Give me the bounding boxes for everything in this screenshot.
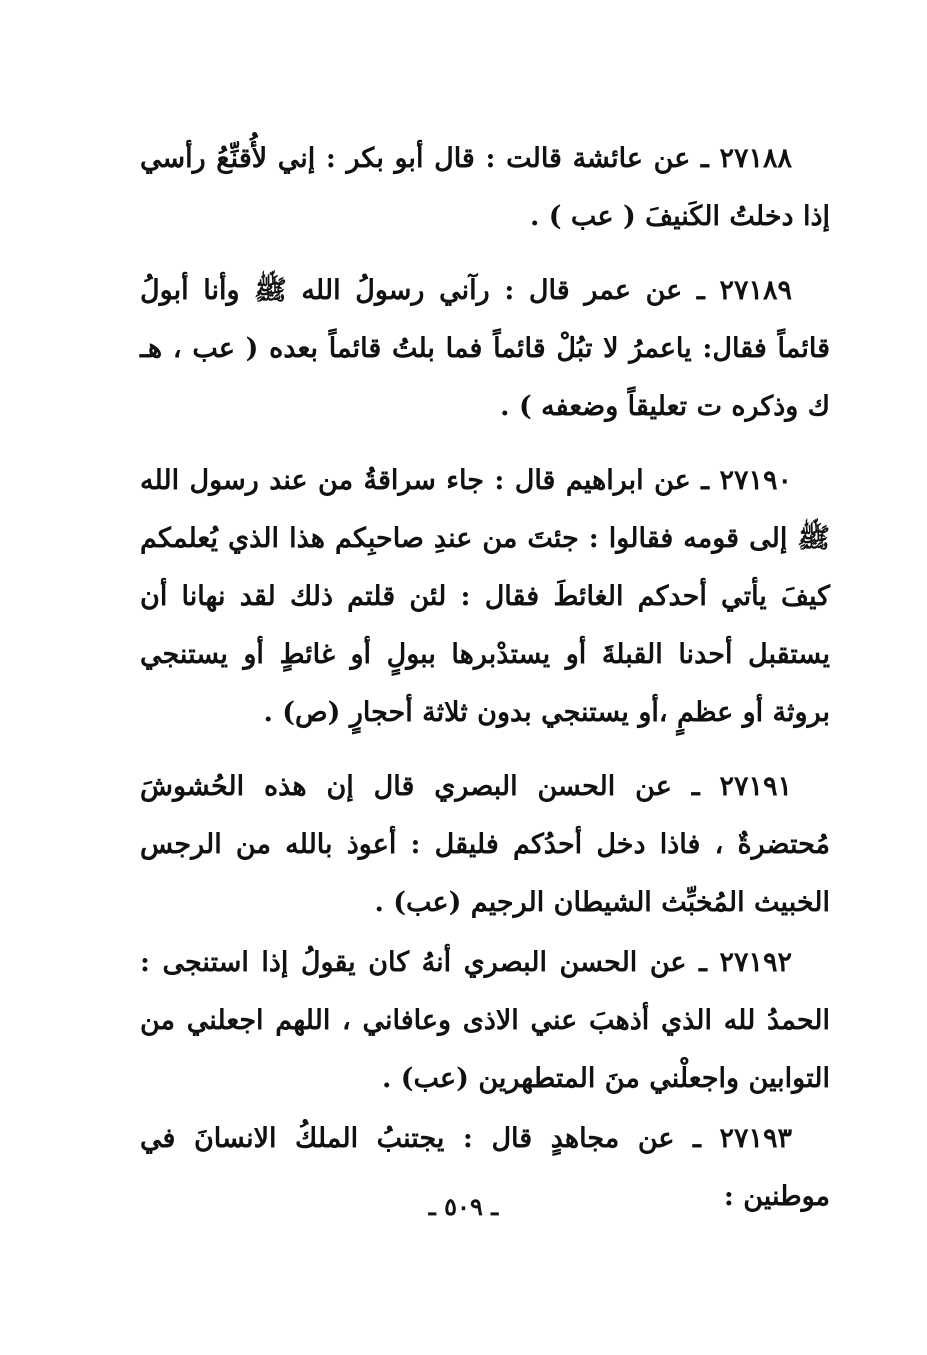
hadith-entry-27190 <box>140 452 830 742</box>
entry-text: ٢٧١٩٢ ـ عن الحسن البصري أنهُ كان يقولُ إذا استنجى : الحمدُ لله الذي أذهبَ عني الاذى وعافاني ، اللهم اجعلني من التوابين واجعلْني منَ المتطهرين (عب) . <box>140 947 830 1094</box>
hadith-entry-27191 <box>140 758 830 932</box>
entry-text: ٢٧١٩٠ ـ عن ابراهيم قال : جاء سراقةُ من عند رسول الله ﷺ إلى قومه فقالوا : جئتَ من عندِ صاحبِكم هذا الذي يُعلمكم كيفَ يأتي أحدكم الغائطَ فقال : لئن قلتم ذلك لقد نهانا أن يستقبل أحدنا القبلةَ أو يستدْبرها ببولٍ أو غائطٍ أو يستنجي بروثة أو عظمٍ ،أو يستنجي بدون ثلاثة أحجارٍ (ص) . <box>140 465 830 728</box>
entry-text: ٢٧١٩١ ـ عن الحسن البصري قال إن هذه الحُشوشَ مُحتضرةٌ ، فاذا دخل أحدُكم فليقل : أعوذ بالله من الرجس الخبيث المُخبِّث الشيطان الرجيم (عب) . <box>140 771 830 918</box>
page-number: ـ ٥٠٩ ـ <box>428 1192 499 1221</box>
entry-text: ٢٧١٨٨ ـ عن عائشة قالت : قال أبو بكر : إني لأُقنِّعُ رأسي إذا دخلتُ الكَنيفَ ( عب ) . <box>140 143 830 232</box>
hadith-entry-27192 <box>140 934 830 1108</box>
hadith-entry-27188 <box>140 130 830 246</box>
entry-text: ٢٧١٨٩ ـ عن عمر قال : رآني رسولُ الله ﷺ وأنا أبولُ قائماً فقال: ياعمرُ لا تبُلْ قائماً فما بلتُ قائماً بعده ( عب ، هـ ك وذكره ت تعليقاً وضعفه ) . <box>140 275 830 422</box>
hadith-entry-27189 <box>140 262 830 436</box>
entry-text: ٢٧١٩٣ ـ عن مجاهدٍ قال : يجتنبُ الملكُ الانسانَ في موطنين : <box>140 1123 830 1212</box>
